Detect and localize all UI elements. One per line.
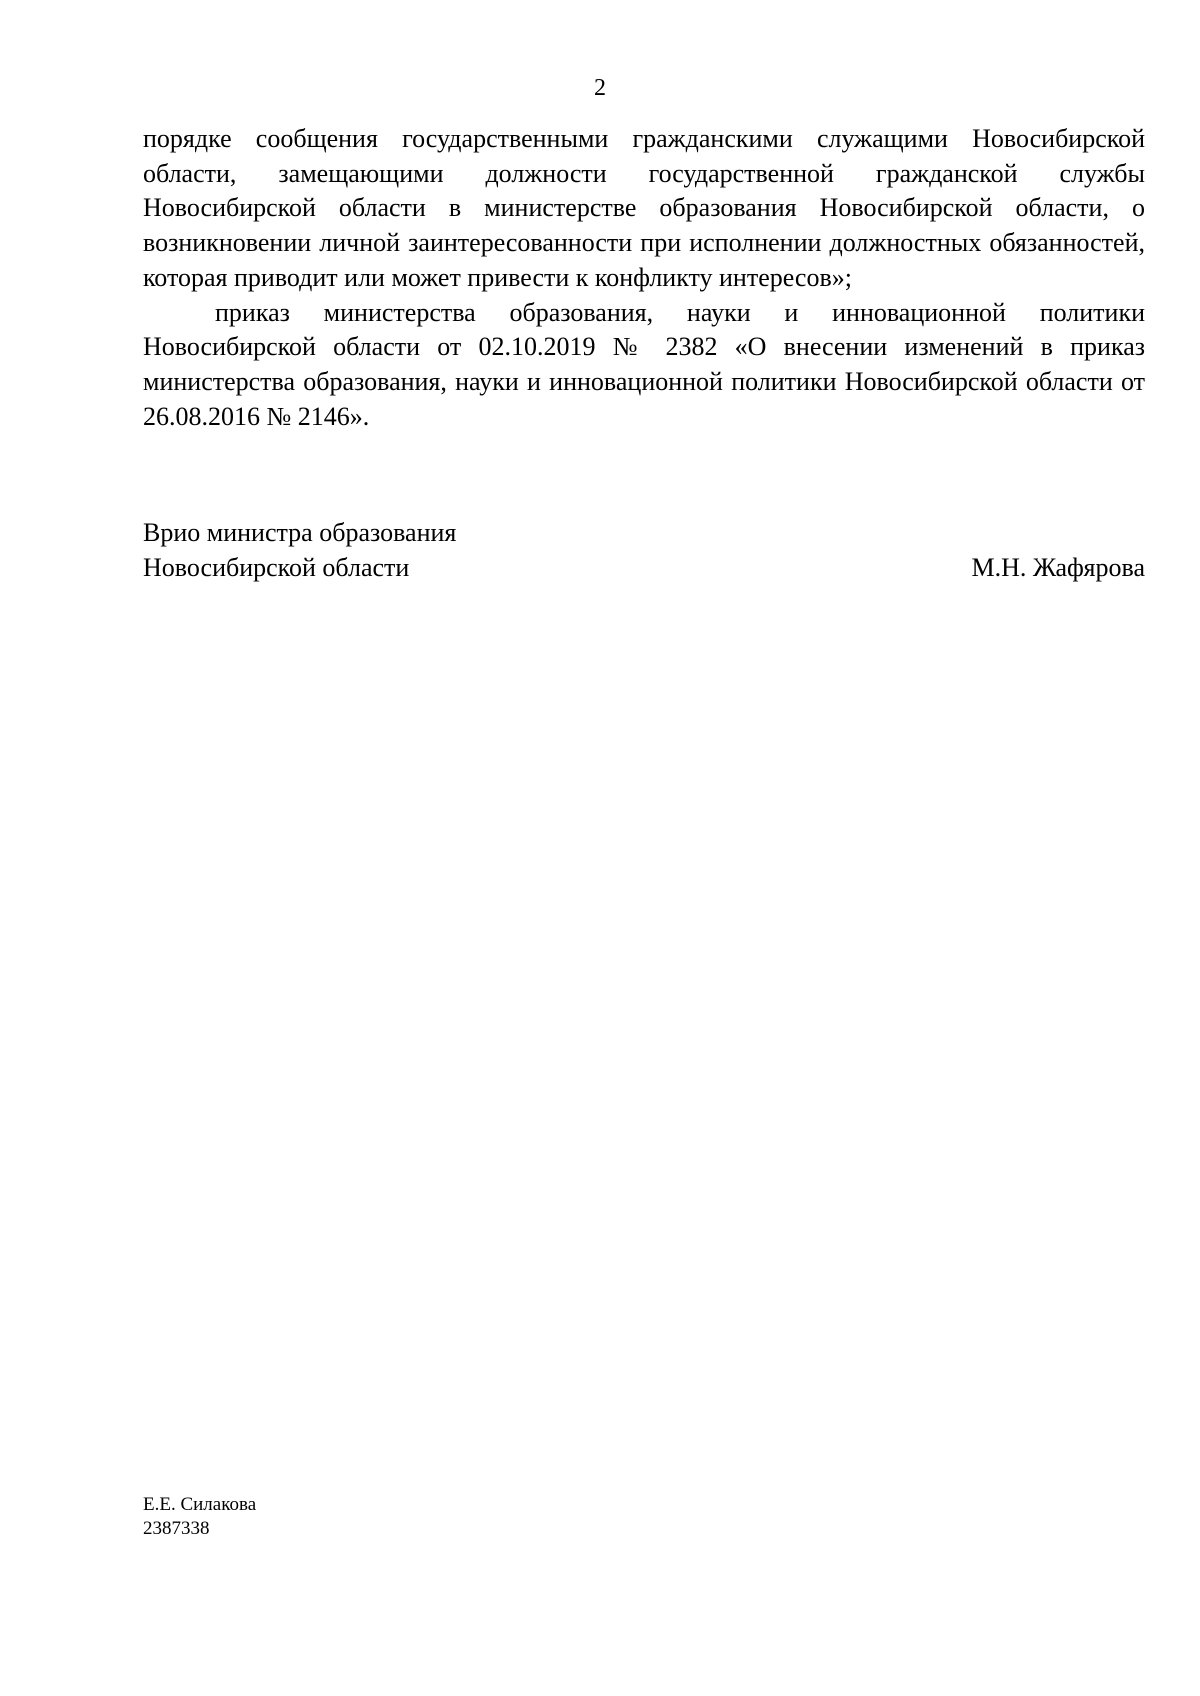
paragraph-continuation: порядке сообщения государственными гражданскими служащими Новосибирской области, замещающими должности государственной гражданской службы Новосибирской области в министерстве образования Новосибирской области, о возникновении личной заинтересованности при исполнении должностных обязанностей, которая приводит или может привести к конфликту интересов»;: [143, 124, 1145, 292]
signature-row: [143, 550, 1145, 585]
signature-block: [143, 515, 1145, 585]
signatory-position-line1: Врио министра образования: [143, 518, 457, 547]
page-number: 2: [594, 75, 606, 101]
executor-phone: 2387338: [143, 1518, 210, 1539]
executor-name: Е.Е. Силакова: [143, 1494, 257, 1515]
document-body: [143, 122, 1145, 434]
executor-block: [143, 1493, 256, 1541]
signatory-name: М.Н. Жафярова: [971, 553, 1145, 582]
paragraph-order-reference: приказ министерства образования, науки и инновационной политики Новосибирской области от 02.10.2019 № 2382 «О внесении изменений в приказ министерства образования, науки и инновационной политики Новосибирской области от 26.08.2016 № 2146».: [143, 297, 1145, 431]
signatory-position-line2: Новосибирской области: [143, 553, 410, 582]
